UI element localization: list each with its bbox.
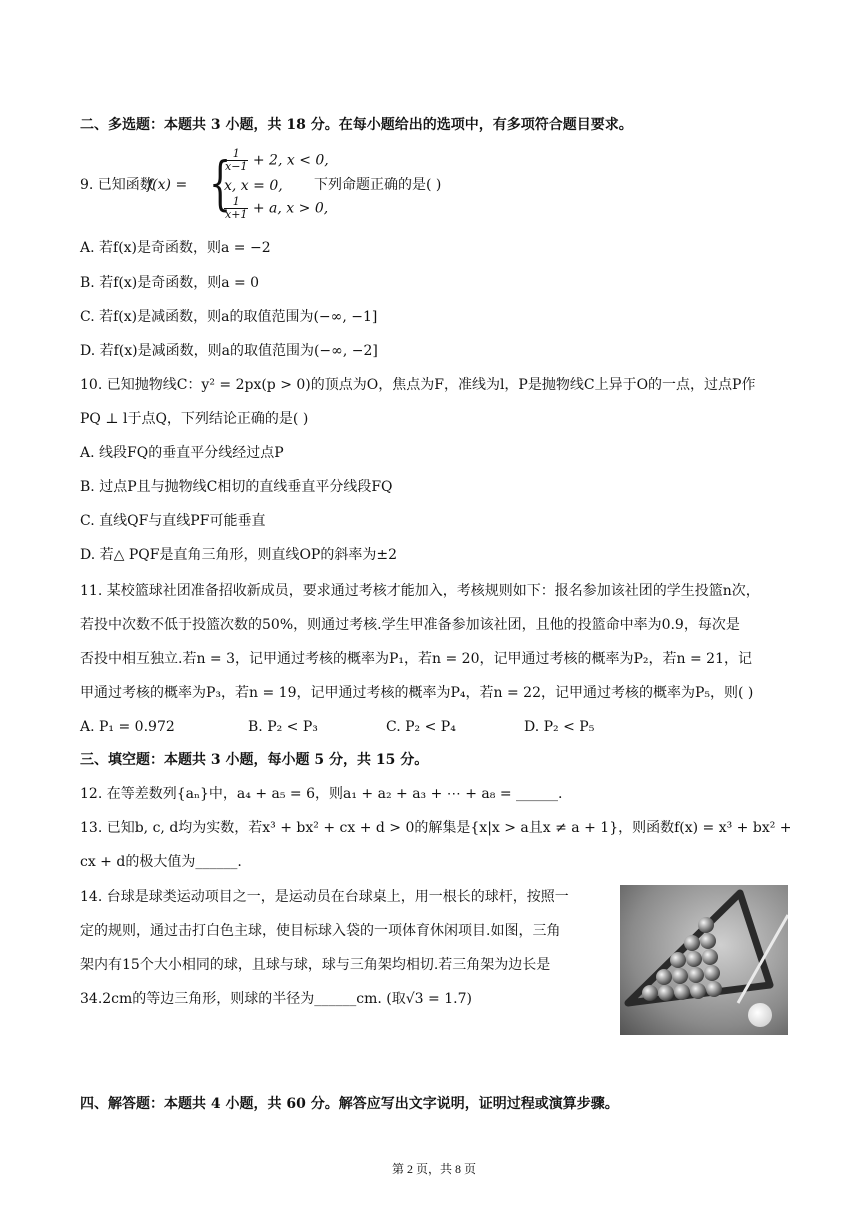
q10-option-d: D. 若△ PQF是直角三角形，则直线OP的斜率为±2 — [80, 547, 397, 563]
q11-line3: 否投中相互独立.若n = 3，记甲通过考核的概率为P₁，若n = 20，记甲通过考核的概率为P₂，若n = 21，记 — [80, 651, 752, 667]
q12-text: 12. 在等差数列{aₙ}中，a₄ + a₅ = 6，则a₁ + a₂ + a₃ + ⋯ + a₈ = ______. — [80, 786, 563, 802]
q10-option-a: A. 线段FQ的垂直平分线经过点P — [80, 445, 284, 461]
q11-line2: 若投中次数不低于投篮次数的50%，则通过考核.学生甲准备参加该社团，且他的投篮命中率为0.9，每次是 — [80, 617, 740, 633]
section2-heading: 二、多选题：本题共 3 小题，共 18 分。在每小题给出的选项中，有多项符合题目要求。 — [80, 117, 633, 133]
section3-heading: 三、填空题：本题共 3 小题，每小题 5 分，共 15 分。 — [80, 752, 429, 768]
q9-brace: { — [209, 149, 232, 217]
q9-stem-suffix: 下列命题正确的是( ) — [314, 177, 442, 193]
q11-option-d: D. P₂ < P₅ — [524, 719, 595, 735]
q9-option-c: C. 若f(x)是减函数，则a的取值范围为(−∞, −1] — [80, 309, 378, 325]
q11-option-c: C. P₂ < P₄ — [386, 719, 456, 735]
billiard-rack-photo — [620, 885, 788, 1035]
q9-option-b: B. 若f(x)是奇函数，则a = 0 — [80, 275, 260, 291]
section4-heading: 四、解答题：本题共 4 小题，共 60 分。解答应写出文字说明，证明过程或演算步骤。 — [80, 1096, 619, 1112]
q14-line2: 定的规则，通过击打白色主球，使目标球入袋的一项体育休闲项目.如图，三角 — [80, 923, 561, 939]
q10-line1: 10. 已知抛物线C：y² = 2px(p > 0)的顶点为O，焦点为F，准线为l，P是抛物线C上异于O的一点，过点P作 — [80, 377, 756, 393]
q11-option-a: A. P₁ = 0.972 — [80, 719, 175, 735]
q13-line2: cx + d的极大值为______. — [80, 854, 242, 870]
q14-line3: 架内有15个大小相同的球，且球与球，球与三角架均相切.若三角架为边长是 — [80, 957, 551, 973]
q10-option-b: B. 过点P且与抛物线C相切的直线垂直平分线段FQ — [80, 479, 393, 495]
page-footer: 第 2 页，共 8 页 — [391, 1162, 476, 1176]
q9-case2: x, x = 0, — [224, 178, 283, 194]
q11-option-b: B. P₂ < P₃ — [248, 719, 318, 735]
q9-option-d: D. 若f(x)是减函数，则a的取值范围为(−∞, −2] — [80, 343, 378, 359]
q9-option-a: A. 若f(x)是奇函数，则a = −2 — [80, 240, 271, 256]
q13-line1: 13. 已知b, c, d均为实数，若x³ + bx² + cx + d > 0的解集是{x|x > a且x ≠ a + 1}，则函数f(x) = x³ + bx² + — [80, 820, 792, 836]
q10-line2: PQ ⊥ l于点Q，下列结论正确的是( ) — [80, 411, 309, 427]
q11-line1: 11. 某校篮球社团准备招收新成员，要求通过考核才能加入，考核规则如下：报名参加该社团的学生投篮n次， — [80, 583, 760, 599]
q14-line1: 14. 台球是球类运动项目之一，是运动员在台球桌上，用一根长的球杆，按照一 — [80, 889, 569, 905]
q14-line4: 34.2cm的等边三角形，则球的半径为______cm. (取√3 = 1.7) — [80, 991, 472, 1007]
q9-case3: $\frac{1}{x+1}$ + a, x > 0, — [225, 195, 329, 221]
q11-line4: 甲通过考核的概率为P₃，若n = 19，记甲通过考核的概率为P₄，若n = 22，记甲通过考核的概率为P₅，则( ) — [80, 685, 754, 701]
q9-stem-prefix: 9. 已知函数 — [80, 177, 154, 193]
q9-case1: $\frac{1}{x-1}$ + 2, x < 0, — [225, 147, 329, 173]
q9-fx: f(x) = — [147, 177, 188, 193]
q10-option-c: C. 直线QF与直线PF可能垂直 — [80, 513, 266, 529]
